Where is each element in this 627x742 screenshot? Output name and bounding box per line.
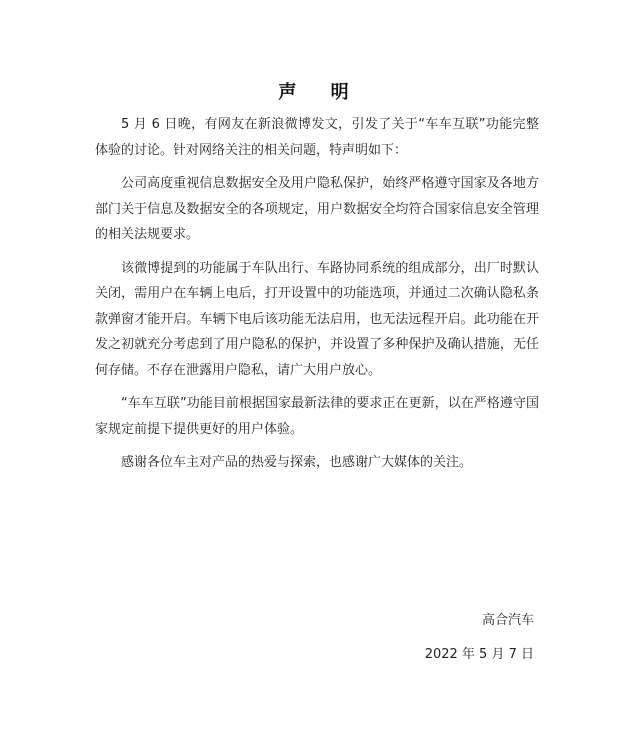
signature-date: 2022 年 5 月 7 日 — [424, 647, 534, 662]
paragraph-thanks: 感谢各位车主对产品的热爱与探索，也感谢广大媒体的关注。 — [121, 455, 473, 470]
signature-company: 高合汽车 — [481, 613, 534, 628]
paragraph-intro: 5 月 6 日晚，有网友在新浪微博发文，引发了关于“车车互联”功能完整体验的讨论。针对网络关注的相关问题，特声明如下： — [95, 117, 539, 158]
page-title: 声 明 — [278, 82, 363, 103]
paragraph-feature-explanation: 该微博提到的功能属于车队出行、车路协同系统的组成部分，出厂时默认关闭，需用户在车辆上电后，打开设置中的功能选项，并通过二次确认隐私条款弹窗才能开启。车辆下电后该功能无法启用，也无法远程开启。此功能在开发之初就充分考虑到了用户隐私的保护，并设置了多种保护及确认措施，无任何存储。不存在泄露用户隐私，请广大用户放心。 — [95, 260, 539, 378]
statement-body — [95, 112, 539, 484]
paragraph-feature-update: “车车互联”功能目前根据国家最新法律的要求正在更新，以在严格遵守国家规定前提下提供更好的用户体验。 — [95, 396, 539, 437]
paragraph-data-security: 公司高度重视信息数据安全及用户隐私保护，始终严格遵守国家及各地方部门关于信息及数据安全的各项规定，用户数据安全均符合国家信息安全管理的相关法规要求。 — [95, 176, 539, 242]
